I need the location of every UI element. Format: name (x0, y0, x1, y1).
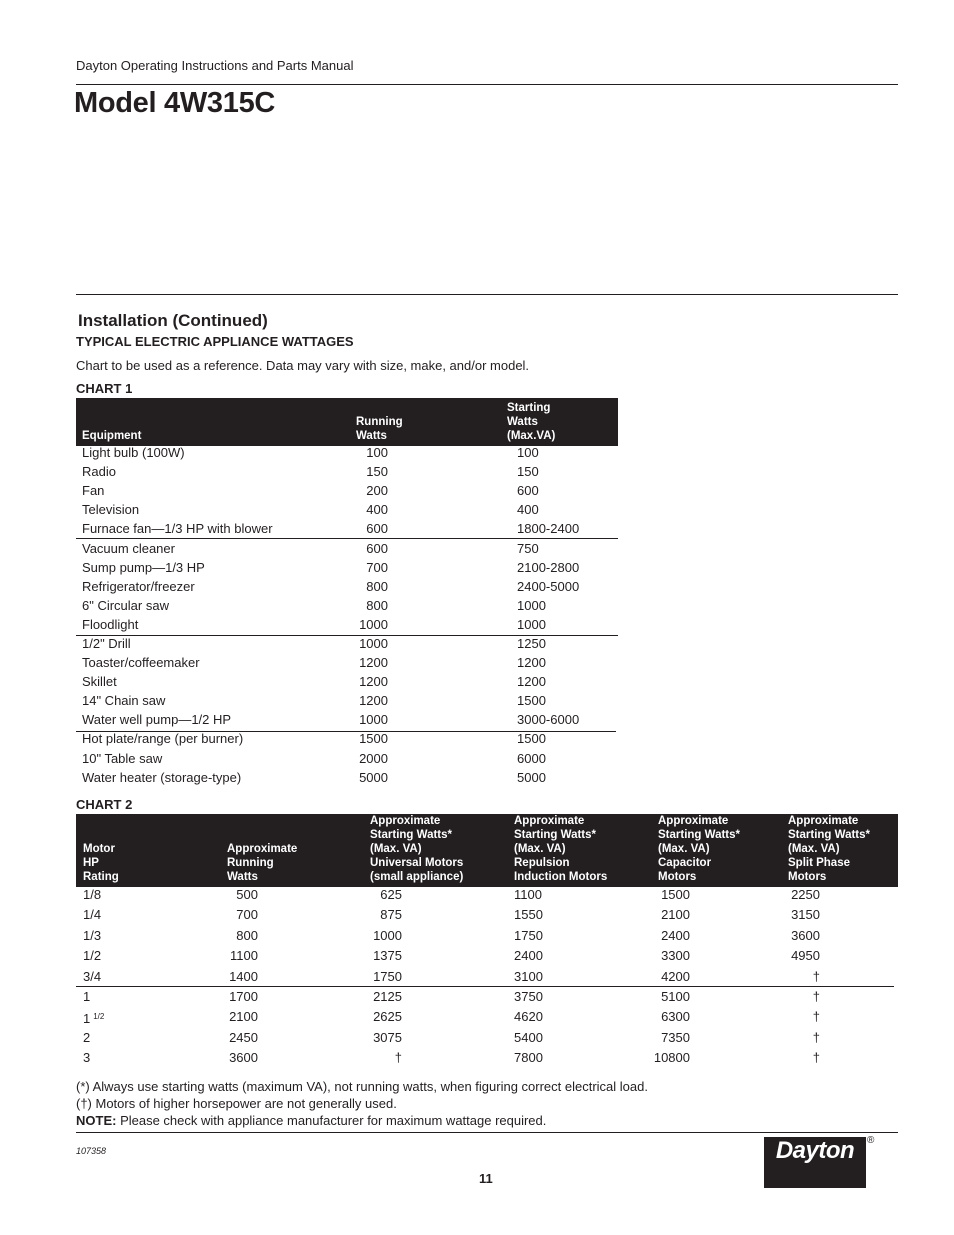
starting-watts-cell: 2100-2800 (517, 560, 580, 575)
repulsion-motor-cell (514, 1030, 594, 1046)
motor-hp-cell (83, 1009, 143, 1027)
split-phase-motor-cell-text: † (812, 1009, 820, 1024)
running-watts-cell: 1200 (359, 655, 388, 670)
capacitor-motor-cell (640, 887, 690, 903)
capacitor-motor-cell-text: 3300 (661, 948, 690, 963)
chart1-header (76, 398, 618, 446)
running-watts-cell: 1000 (359, 636, 388, 651)
dayton-logo-text: Dayton (775, 1137, 855, 1164)
split-phase-motor-cell-text: 3600 (791, 928, 820, 943)
running-watts-cell-text: 1400 (229, 969, 258, 984)
starting-watts-cell: 1000 (517, 617, 546, 632)
equipment-cell: Hot plate/range (per burner) (82, 731, 244, 746)
universal-motor-cell (352, 989, 402, 1005)
split-phase-motor-cell (788, 1030, 820, 1046)
chart2-header-hp: Motor HP Rating (83, 843, 119, 883)
motor-hp-cell (83, 969, 143, 985)
equipment-cell: Light bulb (100W) (82, 445, 185, 460)
equipment-cell: Television (82, 502, 140, 517)
running-watts-cell-text: 2450 (229, 1030, 258, 1045)
split-phase-motor-cell (788, 1009, 820, 1025)
starting-watts-cell: 2400-5000 (517, 579, 580, 594)
running-watts-cell: 200 (366, 483, 388, 498)
section-title: Installation (Continued) (78, 311, 268, 330)
page-number: 11 (479, 1171, 493, 1186)
header-rule (76, 84, 898, 85)
running-watts-cell (208, 928, 258, 944)
split-phase-motor-cell (788, 969, 820, 985)
footnote-dagger: (†) Motors of higher horsepower are not generally used. (76, 1096, 397, 1111)
fraction-superscript: 1/2 (93, 1012, 105, 1021)
chart2-group-rule (76, 986, 894, 987)
chart1-group-rule (76, 731, 616, 732)
running-watts-cell-text: 1700 (229, 989, 258, 1004)
motor-hp-cell-text: 1/4 (83, 907, 102, 922)
repulsion-motor-cell-text: 4620 (514, 1009, 543, 1024)
chart1-header-running: Running Watts (356, 416, 403, 442)
chart1-header-starting: Starting Watts (Max.VA) (507, 402, 556, 442)
starting-watts-cell: 100 (517, 445, 539, 460)
universal-motor-cell (352, 928, 402, 944)
chart1-header-equipment: Equipment (82, 430, 142, 442)
running-watts-cell (208, 948, 258, 964)
running-watts-cell: 100 (366, 445, 388, 460)
note-text: Please check with appliance manufacturer for maximum wattage required. (116, 1113, 547, 1128)
equipment-cell: Radio (82, 464, 116, 479)
running-watts-cell (208, 1030, 258, 1046)
footnote-note (76, 1113, 546, 1129)
equipment-cell: Fan (82, 483, 105, 498)
running-watts-cell-text: 1100 (230, 948, 258, 963)
running-watts-cell: 1000 (359, 712, 388, 727)
motor-hp-cell-text: 1 (83, 1011, 91, 1026)
universal-motor-cell-text: † (394, 1050, 402, 1065)
equipment-cell: Floodlight (82, 617, 139, 632)
dayton-logo (764, 1137, 866, 1188)
running-watts-cell (208, 1050, 258, 1066)
running-watts-cell: 1200 (359, 674, 388, 689)
chart2-header-universal: Approximate Starting Watts* (Max. VA) Universal Motors (small appliance) (370, 815, 464, 883)
capacitor-motor-cell (640, 1030, 690, 1046)
equipment-cell: Refrigerator/freezer (82, 579, 195, 594)
footer-rule (76, 1132, 898, 1133)
universal-motor-cell (352, 1050, 402, 1066)
capacitor-motor-cell-text: 4200 (661, 969, 690, 984)
motor-hp-cell-text: 3/4 (83, 969, 102, 984)
intro-text: Chart to be used as a reference. Data may vary with size, make, and/or model. (76, 358, 530, 373)
motor-hp-cell (83, 887, 143, 903)
universal-motor-cell (352, 948, 402, 964)
starting-watts-cell: 3000-6000 (517, 712, 580, 727)
chart2-label: CHART 2 (76, 797, 133, 812)
running-watts-cell: 800 (366, 579, 388, 594)
motor-hp-cell-text: 1/2 (83, 948, 102, 963)
universal-motor-cell-text: 3075 (373, 1030, 402, 1045)
chart1-group-rule (76, 538, 618, 539)
split-phase-motor-cell (788, 907, 820, 923)
starting-watts-cell: 1500 (517, 731, 546, 746)
running-watts-cell: 400 (366, 502, 388, 517)
model-title: Model 4W315C (74, 87, 276, 119)
universal-motor-cell-text: 2125 (373, 989, 402, 1004)
running-watts-cell: 700 (366, 560, 388, 575)
repulsion-motor-cell-text: 1750 (514, 928, 543, 943)
capacitor-motor-cell (640, 928, 690, 944)
chart2-header (76, 814, 898, 887)
running-watts-cell (208, 887, 258, 903)
repulsion-motor-cell (514, 989, 594, 1005)
universal-motor-cell-text: 1375 (373, 948, 402, 963)
motor-hp-cell (83, 928, 143, 944)
repulsion-motor-cell (514, 907, 594, 923)
equipment-cell: Toaster/coffeemaker (82, 655, 200, 670)
capacitor-motor-cell (640, 907, 690, 923)
split-phase-motor-cell-text: † (812, 989, 820, 1004)
running-watts-cell: 1000 (359, 617, 388, 632)
running-watts-cell-text: 800 (236, 928, 258, 943)
equipment-cell: Vacuum cleaner (82, 541, 175, 556)
repulsion-motor-cell (514, 928, 594, 944)
starting-watts-cell: 6000 (517, 751, 546, 766)
starting-watts-cell: 600 (517, 483, 539, 498)
starting-watts-cell: 750 (517, 541, 539, 556)
motor-hp-cell-text: 1/3 (83, 928, 102, 943)
starting-watts-cell: 400 (517, 502, 539, 517)
split-phase-motor-cell-text: 2250 (791, 887, 820, 902)
running-header: Dayton Operating Instructions and Parts Manual (76, 58, 354, 73)
motor-hp-cell (83, 989, 143, 1005)
split-phase-motor-cell (788, 1050, 820, 1066)
capacitor-motor-cell (640, 989, 690, 1005)
universal-motor-cell (352, 887, 402, 903)
repulsion-motor-cell-text: 3750 (514, 989, 543, 1004)
equipment-cell: 1/2" Drill (82, 636, 131, 651)
repulsion-motor-cell (514, 887, 594, 903)
capacitor-motor-cell (640, 1009, 690, 1025)
running-watts-cell (208, 989, 258, 1005)
capacitor-motor-cell-text: 10800 (653, 1050, 690, 1065)
chart2-header-running: Approximate Running Watts (227, 843, 298, 883)
starting-watts-cell: 1200 (517, 674, 546, 689)
running-watts-cell: 800 (366, 598, 388, 613)
motor-hp-cell-text: 1/8 (83, 887, 102, 902)
starting-watts-cell: 5000 (517, 770, 546, 785)
running-watts-cell: 1500 (359, 731, 388, 746)
split-phase-motor-cell-text: † (812, 1030, 820, 1045)
repulsion-motor-cell (514, 1009, 594, 1025)
chart2-header-repulsion: Approximate Starting Watts* (Max. VA) Repulsion Induction Motors (514, 815, 608, 883)
universal-motor-cell-text: 1000 (373, 928, 402, 943)
capacitor-motor-cell-text: 1500 (661, 887, 690, 902)
equipment-cell: Furnace fan—1/3 HP with blower (82, 521, 273, 536)
universal-motor-cell-text: 2625 (373, 1009, 402, 1024)
motor-hp-cell (83, 1030, 143, 1046)
universal-motor-cell-text: 875 (380, 907, 402, 922)
split-phase-motor-cell (788, 887, 820, 903)
motor-hp-cell-text: 2 (83, 1030, 91, 1045)
equipment-cell: 6" Circular saw (82, 598, 169, 613)
registered-mark: ® (867, 1135, 875, 1146)
note-label: NOTE: (76, 1113, 117, 1128)
running-watts-cell (208, 1009, 258, 1025)
split-phase-motor-cell (788, 989, 820, 1005)
starting-watts-cell: 1000 (517, 598, 546, 613)
equipment-cell: Sump pump—1/3 HP (82, 560, 205, 575)
universal-motor-cell (352, 907, 402, 923)
repulsion-motor-cell-text: 3100 (514, 969, 543, 984)
split-phase-motor-cell-text: 3150 (791, 907, 820, 922)
repulsion-motor-cell-text: 5400 (514, 1030, 543, 1045)
capacitor-motor-cell-text: 6300 (661, 1009, 690, 1024)
running-watts-cell (208, 907, 258, 923)
starting-watts-cell: 150 (517, 464, 539, 479)
capacitor-motor-cell-text: 2100 (661, 907, 690, 922)
universal-motor-cell (352, 1009, 402, 1025)
motor-hp-cell (83, 907, 143, 923)
running-watts-cell: 150 (366, 464, 388, 479)
starting-watts-cell: 1500 (517, 693, 546, 708)
running-watts-cell: 1200 (359, 693, 388, 708)
running-watts-cell: 600 (366, 541, 388, 556)
split-phase-motor-cell (788, 948, 820, 964)
split-phase-motor-cell (788, 928, 820, 944)
repulsion-motor-cell-text: 7800 (514, 1050, 543, 1065)
split-phase-motor-cell-text: † (812, 969, 820, 984)
section-rule (76, 294, 898, 295)
starting-watts-cell: 1250 (517, 636, 546, 651)
equipment-cell: Water well pump—1/2 HP (82, 712, 232, 727)
universal-motor-cell (352, 1030, 402, 1046)
equipment-cell: 14" Chain saw (82, 693, 166, 708)
running-watts-cell (208, 969, 258, 985)
capacitor-motor-cell-text: 2400 (661, 928, 690, 943)
capacitor-motor-cell-text: 7350 (661, 1030, 690, 1045)
starting-watts-cell: 1800-2400 (517, 521, 580, 536)
motor-hp-cell-text: 3 (83, 1050, 91, 1065)
capacitor-motor-cell-text: 5100 (661, 989, 690, 1004)
repulsion-motor-cell (514, 1050, 594, 1066)
chart2-header-split-phase: Approximate Starting Watts* (Max. VA) Split Phase Motors (788, 815, 870, 883)
motor-hp-cell-text: 1 (83, 989, 91, 1004)
universal-motor-cell (352, 969, 402, 985)
running-watts-cell: 600 (366, 521, 388, 536)
split-phase-motor-cell-text: † (812, 1050, 820, 1065)
motor-hp-cell (83, 948, 143, 964)
running-watts-cell-text: 500 (236, 887, 258, 902)
running-watts-cell: 2000 (359, 751, 388, 766)
chart1-group-rule (76, 635, 618, 636)
running-watts-cell-text: 700 (236, 907, 258, 922)
universal-motor-cell-text: 1750 (373, 969, 402, 984)
running-watts-cell-text: 2100 (229, 1009, 258, 1024)
repulsion-motor-cell (514, 948, 594, 964)
split-phase-motor-cell-text: 4950 (791, 948, 820, 963)
repulsion-motor-cell-text: 1550 (514, 907, 543, 922)
equipment-cell: Water heater (storage-type) (82, 770, 242, 785)
document-number: 107358 (76, 1146, 107, 1156)
repulsion-motor-cell-text: 2400 (514, 948, 543, 963)
chart2-header-capacitor: Approximate Starting Watts* (Max. VA) Capacitor Motors (658, 815, 740, 883)
chart1-label: CHART 1 (76, 381, 133, 396)
universal-motor-cell-text: 625 (380, 887, 402, 902)
starting-watts-cell: 1200 (517, 655, 546, 670)
footnote-asterisk: (*) Always use starting watts (maximum VA), not running watts, when figuring correct electrical load. (76, 1079, 648, 1094)
capacitor-motor-cell (640, 948, 690, 964)
equipment-cell: Skillet (82, 674, 117, 689)
section-subtitle: TYPICAL ELECTRIC APPLIANCE WATTAGES (76, 334, 354, 349)
running-watts-cell-text: 3600 (229, 1050, 258, 1065)
capacitor-motor-cell (640, 969, 690, 985)
capacitor-motor-cell (640, 1050, 690, 1066)
equipment-cell: 10" Table saw (82, 751, 163, 766)
repulsion-motor-cell-text: 1100 (514, 887, 542, 902)
running-watts-cell: 5000 (359, 770, 388, 785)
motor-hp-cell (83, 1050, 143, 1066)
repulsion-motor-cell (514, 969, 594, 985)
